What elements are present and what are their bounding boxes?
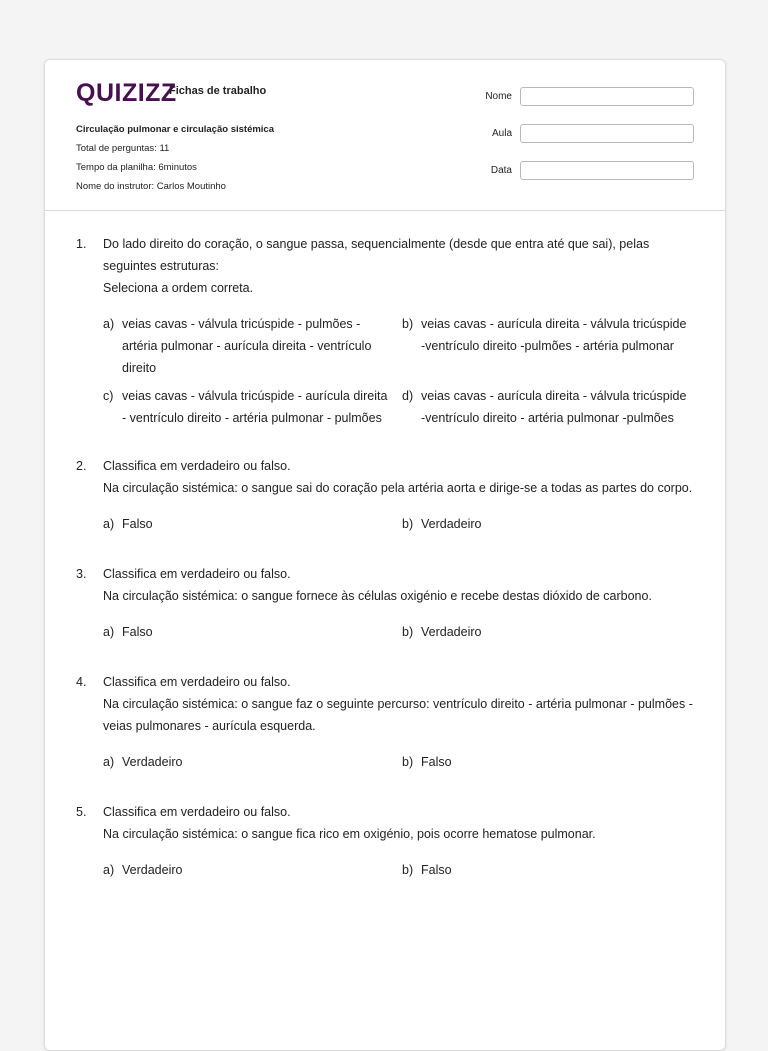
- question-number: 2.: [76, 459, 87, 473]
- worksheet-header: [45, 60, 725, 211]
- answer-option-a[interactable]: [103, 859, 402, 881]
- worksheet-title: Circulação pulmonar e circulação sistémica: [76, 124, 275, 135]
- question-line: Na circulação sistémica: o sangue fica rico em oxigénio, pois ocorre hematose pulmonar.: [103, 827, 596, 841]
- option-text: Falso: [122, 625, 153, 639]
- option-letter: a): [103, 517, 115, 531]
- option-text: Verdadeiro: [122, 755, 183, 769]
- question-text: [103, 801, 696, 845]
- question-line: Classifica em verdadeiro ou falso.: [103, 459, 291, 473]
- question-stem: [76, 801, 696, 845]
- name-field-row: [472, 87, 694, 106]
- question-stem: [76, 563, 696, 607]
- question-stem: [76, 233, 696, 299]
- option-text: veias cavas - válvula tricúspide - aurícula direita - ventrículo direito - artéria pulmonar - pulmões: [122, 389, 388, 425]
- total-questions: Total de perguntas: 11: [76, 143, 170, 154]
- option-text: Verdadeiro: [122, 863, 183, 877]
- question-number: 3.: [76, 567, 87, 581]
- option-letter: b): [402, 517, 414, 531]
- answer-option-a[interactable]: [103, 751, 402, 773]
- answer-option-a[interactable]: [103, 313, 402, 379]
- question-line: Na circulação sistémica: o sangue fornece às células oxigénio e recebe destas dióxido de carbono.: [103, 589, 652, 603]
- option-text: Falso: [122, 517, 153, 531]
- question-line: Na circulação sistémica: o sangue sai do coração pela artéria aorta e dirige-se a todas as partes do corpo.: [103, 481, 693, 495]
- name-label: Nome: [485, 91, 512, 102]
- option-text: veias cavas - válvula tricúspide - pulmões - artéria pulmonar - aurícula direita - ventrículo direito: [122, 317, 372, 375]
- instructor-name: Nome do instrutor: Carlos Moutinho: [76, 181, 226, 192]
- question-item: [76, 801, 696, 881]
- answer-option-b[interactable]: [402, 313, 702, 379]
- option-text: Verdadeiro: [421, 517, 482, 531]
- question-line: Seleciona a ordem correta.: [103, 281, 254, 295]
- option-text: Falso: [421, 755, 452, 769]
- answer-option-c[interactable]: [103, 385, 402, 429]
- class-field-row: [472, 124, 694, 143]
- option-letter: b): [402, 317, 414, 331]
- answer-options: [103, 513, 696, 535]
- worksheet-page: [44, 59, 726, 1051]
- question-line: Classifica em verdadeiro ou falso.: [103, 805, 291, 819]
- option-text: veias cavas - aurícula direita - válvula tricúspide -ventrículo direito -pulmões - artéria pulmonar: [421, 317, 687, 353]
- question-text: [103, 233, 696, 299]
- option-letter: a): [103, 317, 115, 331]
- answer-option-b[interactable]: [402, 859, 702, 881]
- option-text: veias cavas - aurícula direita - válvula tricúspide -ventrículo direito - artéria pulmonar -pulmões: [421, 389, 687, 425]
- question-text: [103, 671, 696, 737]
- option-letter: a): [103, 755, 115, 769]
- questions-list: [76, 233, 696, 899]
- class-input[interactable]: [520, 124, 694, 143]
- question-stem: [76, 671, 696, 737]
- answer-options: [103, 313, 696, 429]
- question-number: 5.: [76, 805, 87, 819]
- answer-option-b[interactable]: [402, 751, 702, 773]
- class-label: Aula: [491, 128, 512, 139]
- answer-options: [103, 859, 696, 881]
- worksheet-time: Tempo da planilha: 6minutos: [76, 162, 197, 173]
- question-line: Do lado direito do coração, o sangue passa, sequencialmente (desde que entra até que sai), pelas seguintes estruturas:: [103, 237, 650, 273]
- answer-options: [103, 751, 696, 773]
- option-text: Falso: [421, 863, 452, 877]
- question-number: 1.: [76, 237, 87, 251]
- option-letter: b): [402, 863, 414, 877]
- option-letter: b): [402, 755, 414, 769]
- question-line: Classifica em verdadeiro ou falso.: [103, 675, 291, 689]
- date-label: Data: [490, 165, 512, 176]
- question-line: Classifica em verdadeiro ou falso.: [103, 567, 291, 581]
- answer-option-b[interactable]: [402, 513, 702, 535]
- answer-option-b[interactable]: [402, 621, 702, 643]
- option-letter: d): [402, 389, 414, 403]
- question-stem: [76, 455, 696, 499]
- answer-option-a[interactable]: [103, 621, 402, 643]
- question-item: [76, 563, 696, 643]
- question-line: Na circulação sistémica: o sangue faz o seguinte percurso: ventrículo direito - artéria pulmonar - pulmões - veias pulmonares - aurícula esquerda.: [103, 697, 693, 733]
- option-letter: c): [103, 389, 114, 403]
- question-item: [76, 455, 696, 535]
- date-input[interactable]: [520, 161, 694, 180]
- quizizz-logo: QUIZIZZ: [76, 79, 177, 107]
- question-number: 4.: [76, 675, 87, 689]
- worksheet-meta: [76, 120, 274, 196]
- question-text: [103, 563, 696, 607]
- answer-option-d[interactable]: [402, 385, 702, 429]
- option-letter: a): [103, 863, 115, 877]
- question-text: [103, 455, 696, 499]
- answer-options: [103, 621, 696, 643]
- option-text: Verdadeiro: [421, 625, 482, 639]
- question-item: [76, 233, 696, 429]
- date-field-row: [472, 161, 694, 180]
- option-letter: a): [103, 625, 115, 639]
- question-item: [76, 671, 696, 773]
- answer-option-a[interactable]: [103, 513, 402, 535]
- name-input[interactable]: [520, 87, 694, 106]
- option-letter: b): [402, 625, 414, 639]
- logo-subtitle: Fichas de trabalho: [169, 85, 267, 97]
